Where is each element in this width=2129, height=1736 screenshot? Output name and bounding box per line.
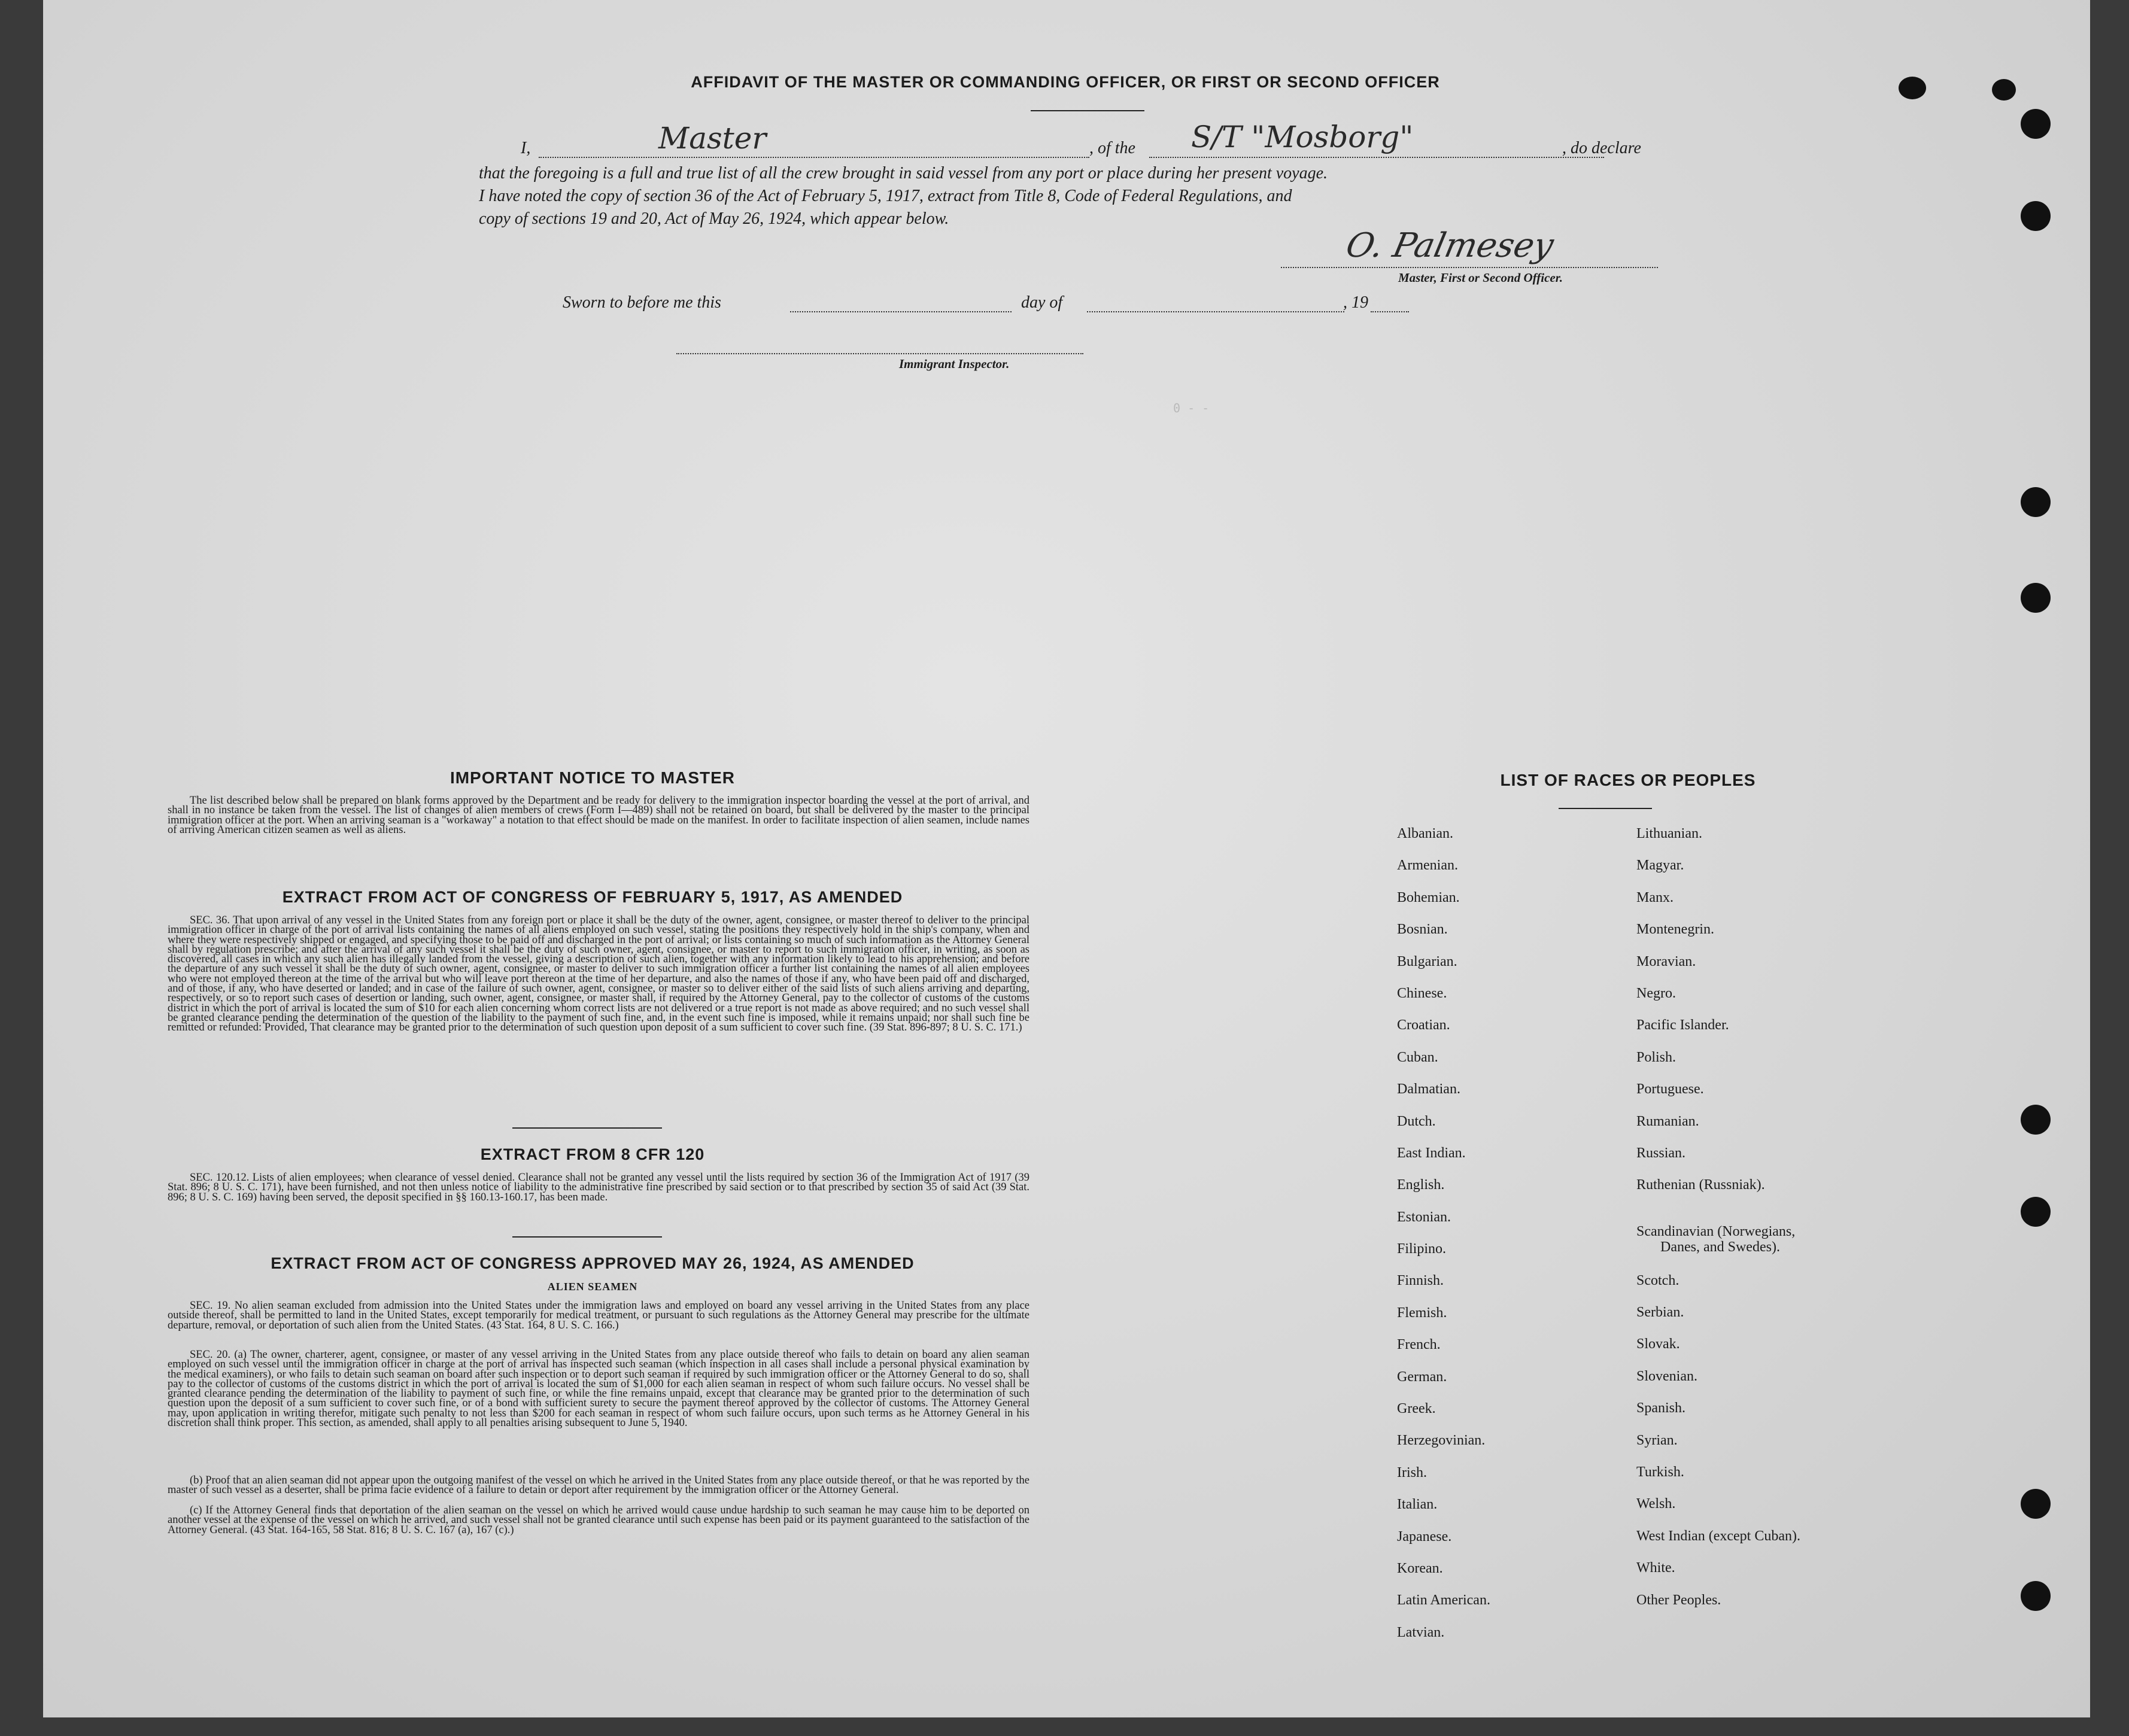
vessel-name-field <box>1149 157 1604 158</box>
race-item: Slovak. <box>1636 1336 1680 1352</box>
alien-seamen-subtitle: ALIEN SEAMEN <box>547 1281 638 1293</box>
race-item: Ruthenian (Russniak). <box>1636 1177 1765 1193</box>
handwritten-vessel: S/T "Mosborg" <box>1191 120 1414 154</box>
sec20c-text: (c) If the Attorney General finds that deportation of the alien seaman on the vessel on which he arrived would cause undue hardship to such seaman he may cause him to be deported on another vessel at the expense of the vessel on which he arrived, and such vessel shall not be granted clearance until such expense has been paid or its payment guaranteed to the satisfaction of the Attorney General. (43 Stat. 164-165, 58 Stat. 816; 8 U. S. C. 167 (a), 167 (c).) <box>168 1504 1029 1536</box>
title-rule <box>1031 110 1144 111</box>
races-column-2 <box>1636 826 1800 1624</box>
race-item: Italian. <box>1397 1497 1438 1513</box>
line1-prefix: I, <box>521 139 531 157</box>
race-item: Albanian. <box>1397 826 1453 841</box>
race-item: Turkish. <box>1636 1464 1684 1480</box>
affidavit-line1 <box>479 120 1658 163</box>
race-item: Armenian. <box>1397 858 1458 874</box>
race-item: East Indian. <box>1397 1145 1466 1161</box>
affidavit-title: AFFIDAVIT OF THE MASTER OR COMMANDING OFFICER, OR FIRST OR SECOND OFFICER <box>691 73 1440 91</box>
race-item: French. <box>1397 1337 1441 1353</box>
race-item: Scandinavian (Norwegians, <box>1636 1223 1796 1239</box>
punch-hole <box>2021 1105 2051 1135</box>
race-item: Bohemian. <box>1397 889 1460 905</box>
affidavit-line2: that the foregoing is a full and true list of all the crew brought in said vessel from any port or place during her present voyage. <box>479 164 1328 183</box>
master-signature: O. Palmesey <box>1343 226 1557 265</box>
sec20a-text: SEC. 20. (a) The owner, charterer, agent, consignee, or master of any vessel arriving in the United States from any place outside thereof who fails to detain on board any alien seaman employed on such vessel until the immigration officer in charge at the port of arrival has inspected such seaman (which inspection in all cases shall include a personal physical examination by the medical examiners), or who fails to detain such seaman on board after such inspection or to deport such seaman if required by such immigration officer or the Attorney General to do so, shall pay to the collector of customs of the customs district in which the port of arrival is located the sum of $1,000 for each alien seaman in respect of whom such failure occurs. No vessel shall be granted clearance pending the determination of the liability to payment of such fine, or while the fine remains unpaid, except that clearance may be granted prior to the determination of such question upon the deposit of a sum sufficient to cover such fine, or of a bond with sufficient surety to secure the payment thereof approved by the collector of customs. The Attorney General may, upon application in writing therefor, mitigate such penalty to not less than $200 for each seaman in respect of whom such failure occurs, upon such terms as he Attorney General in his discretion shall think proper. This section, as amended, shall apply to all penalties arising subsequent to June 5, 1940. <box>168 1349 1029 1430</box>
extract-1917-text: SEC. 36. That upon arrival of any vessel in the United States from any foreign port or place it shall be the duty of the owner, agent, consignee, or master thereof to deliver to the principal immigration officer in charge of the port of arrival lists containing the names of all aliens employed on such vessel, stating the positions they respectively hold in the ship's company, when and where they were respectively shipped or engaged, and specifying those to be paid off and discharged in the port of arrival; or lists containing so much of such information as the Attorney General shall by regulation prescribe; and after the arrival of any such vessel it shall be the duty of such owner, agent, consignee, or master to report to such immigration officer, in writing, as soon as discovered, all cases in which any such alien has illegally landed from the vessel, giving a description of such alien, together with any information likely to lead to his apprehension; and before the departure of any such vessel it shall be the duty of such owner, agent, consignee, or master to deliver to such immigration officer a further list containing the names of all alien employees who were not employed thereon at the time of the arrival but who will leave port thereon at the time of her departure, and also the names of those if any, who have been paid off and discharged, and of those, if any, who have deserted or landed; and in case of the failure of such owner, agent, consignee, or master so to deliver either of the said lists of such aliens arriving and departing, respectively, or so to report such cases of desertion or landing, such owner, agent, consignee, or master shall, if required by the Attorney General, pay to the collector of customs of the customs district in which the port of arrival is located the sum of $10 for each alien concerning whom correct lists are not delivered or a true report is not made as above required; and no such vessel shall be granted clearance pending the determination of the question of the liability to the payment of such fine, and, in the event such fine is imposed, while it remains unpaid; nor shall such fine be remitted or refunded: Provided, That clearance may be granted prior to the determination of such question upon deposit of a sum sufficient to cover such fine. (39 Stat. 896-897; 8 U. S. C. 171.) <box>168 914 1029 1034</box>
bleed-through-mark: 0 - - <box>1173 401 1210 415</box>
race-item: Russian. <box>1636 1145 1686 1161</box>
race-item: Slovenian. <box>1636 1368 1697 1384</box>
declare-label: , do declare <box>1562 139 1641 157</box>
race-item: Bulgarian. <box>1397 953 1457 969</box>
races-column-1 <box>1397 826 1490 1656</box>
affidavit-line3: I have noted the copy of section 36 of the Act of February 5, 1917, extract from Title 8, Code of Federal Regulations, and <box>479 187 1292 205</box>
signature-caption: Master, First or Second Officer. <box>1398 270 1563 285</box>
sworn-day-field <box>790 311 1012 312</box>
race-item: Syrian. <box>1636 1432 1678 1448</box>
race-item: Montenegrin. <box>1636 922 1714 938</box>
race-item: Manx. <box>1636 889 1674 905</box>
race-item: Dutch. <box>1397 1113 1436 1129</box>
punch-hole <box>2021 201 2051 231</box>
race-item: Scotch. <box>1636 1272 1679 1288</box>
master-name-field <box>539 157 1089 158</box>
race-item: Latin American. <box>1397 1592 1490 1609</box>
race-item: White. <box>1636 1560 1675 1576</box>
race-item: German. <box>1397 1369 1447 1385</box>
race-item: Polish. <box>1636 1049 1677 1065</box>
sec19-text: SEC. 19. No alien seaman excluded from admission into the United States under the immigration laws and employed on board any vessel arriving in the United States from any place outside thereof, shall be permitted to land in the United States, except temporarily for medical treatment, or pursuant to such regulations as the Attorney General may prescribe for the ultimate departure, removal, or deportation of such alien from the United States. (43 Stat. 164, 8 U. S. C. 166.) <box>168 1300 1029 1331</box>
sworn-year-label: , 19 <box>1343 293 1368 312</box>
race-item: Portuguese. <box>1636 1081 1704 1097</box>
races-title: LIST OF RACES OR PEOPLES <box>1500 771 1756 789</box>
race-item: Herzegovinian. <box>1397 1433 1486 1449</box>
race-item: Moravian. <box>1636 953 1696 969</box>
divider-rule <box>512 1127 662 1129</box>
punch-hole <box>2021 1197 2051 1227</box>
race-item: West Indian (except Cuban). <box>1636 1528 1800 1544</box>
notice-title: IMPORTANT NOTICE TO MASTER <box>450 768 736 787</box>
race-item: Negro. <box>1636 985 1676 1001</box>
sworn-year-field <box>1371 311 1409 312</box>
race-item: Cuban. <box>1397 1049 1438 1065</box>
signature-line <box>1281 267 1658 268</box>
sec20b-text: (b) Proof that an alien seaman did not appear upon the outgoing manifest of the vessel on which he arrived in the United States from any place outside thereof, or that he was reported by the master of such vessel as a deserter, shall be prima facie evidence of a failure to detain or deport after requirement by the immigration officer or the Attorney General. <box>168 1474 1029 1497</box>
race-item: Estonian. <box>1397 1209 1451 1225</box>
race-item: Danes, and Swedes). <box>1660 1239 1780 1255</box>
race-item: Magyar. <box>1636 858 1684 874</box>
race-item: Serbian. <box>1636 1305 1684 1321</box>
race-item: Lithuanian. <box>1636 826 1702 841</box>
sworn-line <box>479 293 1436 317</box>
sworn-day-label: day of <box>1021 293 1063 312</box>
race-item: Japanese. <box>1397 1528 1452 1545</box>
of-the-label: , of the <box>1089 139 1135 157</box>
cfr-text: SEC. 120.12. Lists of alien employees; when clearance of vessel denied. Clearance shall not be granted any vessel until the lists required by section 36 of the Immigration Act of 1917 (39 Stat. 896; 8 U. S. C. 171), have been furnished, and not then unless notice of liability to the administrative fine prescribed by said section or to that prescribed by section 35 of said Act (39 Stat. 896; 8 U. S. C. 169) having been served, the deposit specified in §§ 160.13-160.17, has been made. <box>168 1172 1029 1203</box>
race-item: Greek. <box>1397 1401 1436 1417</box>
race-item: Other Peoples. <box>1636 1592 1721 1608</box>
race-item: Rumanian. <box>1636 1113 1699 1129</box>
punch-hole <box>2021 1581 2051 1611</box>
race-item: Latvian. <box>1397 1624 1445 1640</box>
sworn-month-field <box>1087 311 1344 312</box>
punch-hole <box>1992 79 2016 101</box>
punch-hole <box>2021 487 2051 517</box>
race-item: Chinese. <box>1397 985 1447 1001</box>
inspector-signature-line <box>676 353 1083 354</box>
race-item: Welsh. <box>1636 1496 1676 1512</box>
race-item: Filipino. <box>1397 1241 1447 1257</box>
race-item: Croatian. <box>1397 1017 1450 1033</box>
race-item: Dalmatian. <box>1397 1081 1460 1097</box>
race-item: Irish. <box>1397 1464 1427 1480</box>
inspector-caption: Immigrant Inspector. <box>899 357 1010 371</box>
races-title-rule <box>1559 808 1652 809</box>
race-item: Flemish. <box>1397 1305 1447 1321</box>
race-item: Spanish. <box>1636 1400 1686 1416</box>
affidavit-line4: copy of sections 19 and 20, Act of May 26, 1924, which appear below. <box>479 209 949 228</box>
race-item: Bosnian. <box>1397 922 1448 938</box>
race-item: Korean. <box>1397 1560 1443 1576</box>
extract-1924-title: EXTRACT FROM ACT OF CONGRESS APPROVED MAY 26, 1924, AS AMENDED <box>271 1254 915 1272</box>
notice-text: The list described below shall be prepared on blank forms approved by the Department and be ready for delivery to the immigration inspector boarding the vessel at the port of arrival, and shall in no instance be taken from the vessel. The list of changes of alien members of crews (Form I—489) shall not be retained on board, but shall be delivered by the master to the principal immigration officer at the port. When an arriving seaman is a "workaway" a notation to that effect should be made on the manifest. In order to facilitate inspection of alien seamen, include names of arriving American citizen seamen as well as aliens. <box>168 795 1029 836</box>
punch-hole <box>2021 583 2051 613</box>
divider-rule <box>512 1236 662 1238</box>
race-item: English. <box>1397 1177 1445 1193</box>
sworn-prefix: Sworn to before me this <box>563 293 721 312</box>
punch-hole <box>2021 1489 2051 1519</box>
handwritten-master: Master <box>658 121 767 156</box>
extract-1917-title: EXTRACT FROM ACT OF CONGRESS OF FEBRUARY 5, 1917, AS AMENDED <box>282 888 903 906</box>
race-item: Finnish. <box>1397 1273 1444 1289</box>
punch-hole <box>1899 77 1926 99</box>
cfr-title: EXTRACT FROM 8 CFR 120 <box>480 1145 705 1163</box>
race-item: Pacific Islander. <box>1636 1017 1729 1033</box>
punch-hole <box>2021 109 2051 139</box>
